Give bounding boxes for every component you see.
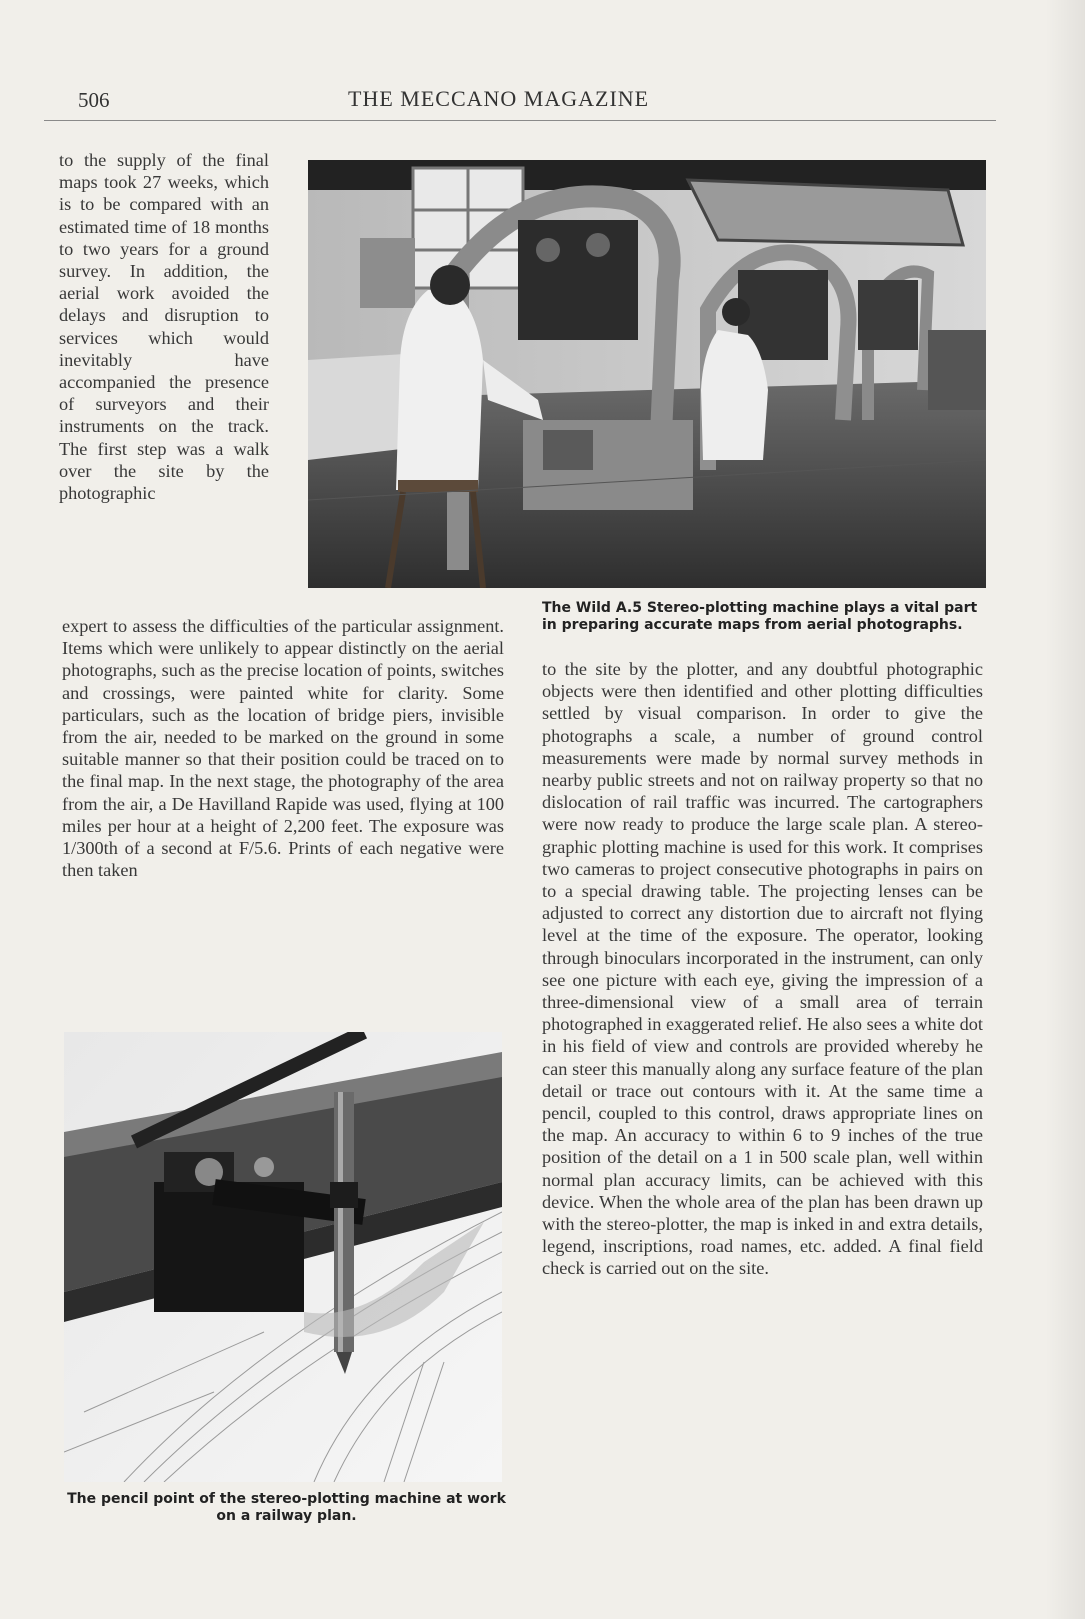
photo-caption-bottom: The pencil point of the stereo-plotting machine at work on a railway plan. [67, 1491, 506, 1524]
running-title: THE MECCANO MAGAZINE [348, 86, 650, 111]
article-column-left-top: to the supply of the final maps took 27 weeks, which is to be compared with an estimated time of 18 months to two years for a ground survey. In addition, the aerial work avoided the delays and disruption to services which would inevitably have accompanied the presence of surveyors and their instruments on the track. The first step was a walk over the site by the photographic [59, 150, 269, 504]
stereo-plotting-machine-photo [308, 160, 986, 588]
page-edge-shadow [1045, 0, 1085, 1619]
pencil-point-photo [64, 1032, 502, 1482]
header-rule [44, 120, 996, 121]
page-number: 506 [78, 88, 110, 112]
article-column-right: to the site by the plotter, and any doubtful photographic objects were then identified and other plotting difficulties settled by visual comparison. In order to give the photographs a scale, a number of ground control measurements were made by normal survey methods in nearby public streets and not on railway property so that no dislocation of rail traffic was incurred. The cartographers were now ready to produce the large scale plan. A stereo-graphic plotting machine is used for this work. It comprises two cameras to project consecutive photographs in pairs on to a special drawing table. The projecting lenses can be adjusted to correct any distortion due to aircraft not flying level at the time of the exposure. The operator, looking through binoculars incorporated in the instrument, can only see one picture with each eye, giving the impression of a three-dimensional view of a small area of terrain photographed in exaggerated relief. He also sees a white dot in his field of view and controls are provided whereby he can steer this manually along any surface feature of the plan detail or trace out contours with it. At the same time a pencil, coupled to this control, draws appropriate lines on the map. An accuracy to within 6 to 9 inches of the true position of the detail on a 1 in 500 scale plan, well within normal plan accuracy limits, can be achieved with this device. When the whole area of the plan has been drawn up with the stereo-plotter, the map is inked in and extra details, legend, inscriptions, road names, etc. added. A final field check is carried out on the site. [542, 659, 983, 1279]
article-column-left: expert to assess the difficulties of the particular assignment. Items which were unlikely to appear distinctly on the aerial photographs, such as the precise location of points, switches and crossings, were painted white for clarity. Some particulars, such as the location of bridge piers, invisible from the air, needed to be marked on the ground in some suitable manner so that their position could be traced on to the final map. In the next stage, the photography of the area from the air, a De Havilland Rapide was used, flying at 100 miles per hour at a height of 2,200 feet. The exposure was 1/300th of a second at F/5.6. Prints of each negative were then taken [62, 616, 504, 881]
photo-caption-top: The Wild A.5 Stereo-plotting machine plays a vital part in preparing accurate maps from aerial photographs. [542, 600, 978, 633]
